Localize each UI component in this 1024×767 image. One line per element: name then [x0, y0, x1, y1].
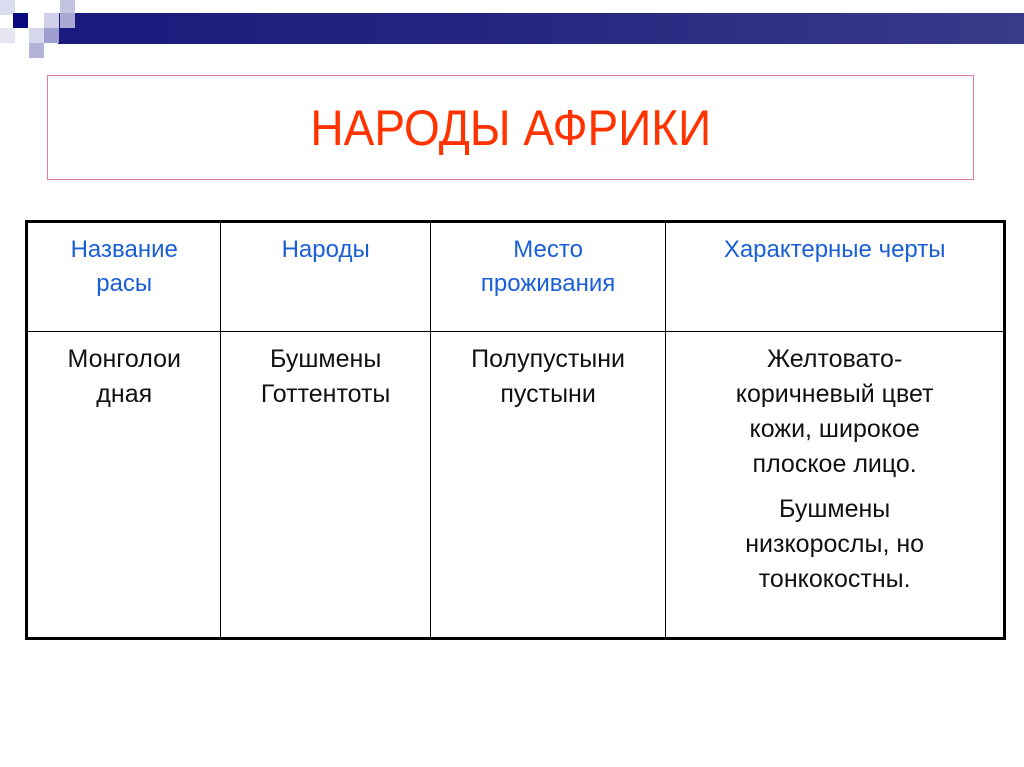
decorative-square [44, 28, 59, 43]
cell-features [666, 332, 1005, 639]
page-title: НАРОДЫ АФРИКИ [310, 99, 711, 156]
cell-text: Желтовато- [767, 345, 903, 373]
cell-peoples [221, 332, 430, 639]
cell-text: тонкокостны. [758, 565, 911, 593]
header-text: Народы [281, 236, 370, 263]
cell-text: коричневый цвет [735, 380, 934, 408]
header-race-name [27, 222, 221, 332]
table-row [27, 332, 1005, 639]
header-text: Характерные черты [723, 236, 946, 263]
decorative-square [0, 28, 15, 43]
decorative-square [29, 28, 44, 43]
cell-text: Бушмены [270, 345, 382, 373]
header-peoples [221, 222, 430, 332]
cell-text: Бушмены [779, 495, 891, 523]
cell-habitat [430, 332, 665, 639]
cell-text: плоское лицо. [752, 450, 917, 478]
decorative-bar [58, 13, 1024, 44]
header-habitat [430, 222, 665, 332]
header-text: Место [513, 236, 583, 263]
decorative-square [44, 13, 59, 28]
cell-text: пустыни [500, 380, 596, 408]
cell-text: Полупустыни [471, 345, 626, 373]
header-text: расы [96, 270, 153, 297]
cell-race [27, 332, 221, 639]
features-paragraph [666, 492, 1003, 597]
features-paragraph [666, 342, 1003, 482]
decorative-square [13, 13, 28, 28]
title-box [47, 75, 974, 180]
cell-text: дная [96, 380, 153, 408]
table-header-row [27, 222, 1005, 332]
cell-text: низкорослы, но [745, 530, 925, 558]
cell-text: кожи, широкое [749, 415, 920, 443]
cell-text: Монголои [67, 345, 181, 373]
header-text: проживания [480, 270, 616, 297]
cell-text: Готтентоты [260, 380, 391, 408]
decorative-square [60, 13, 75, 28]
header-text: Название [70, 236, 178, 263]
header-features [666, 222, 1005, 332]
peoples-table [25, 220, 1006, 640]
decorative-square [29, 43, 44, 58]
